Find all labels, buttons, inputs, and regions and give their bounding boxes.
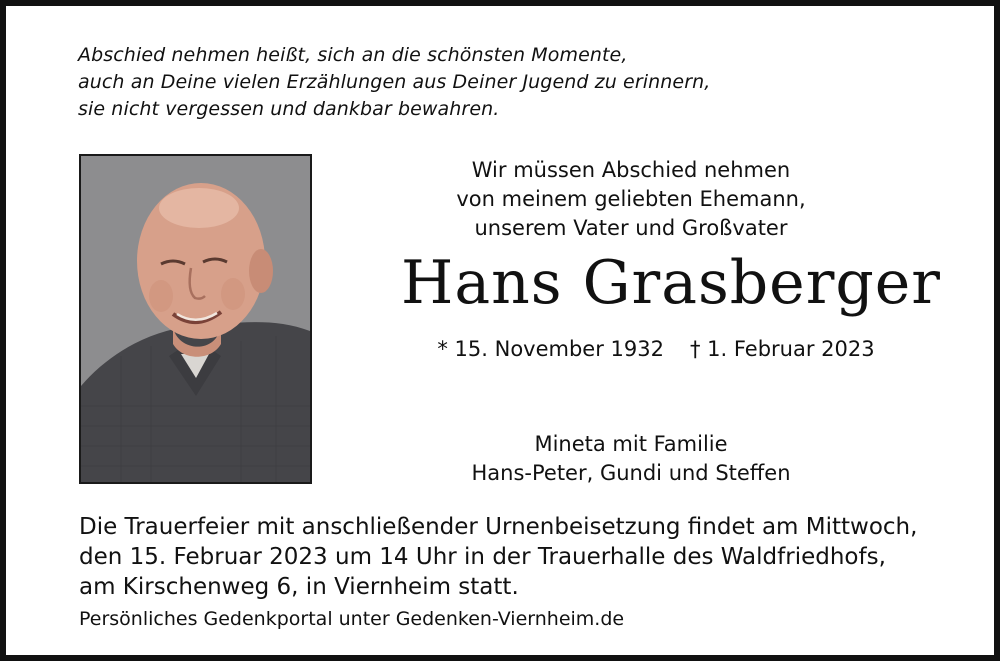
memorial-portal-note: Persönliches Gedenkportal unter Gedenken-Viernheim.de [79, 608, 625, 630]
service-line: Die Trauerfeier mit anschließender Urnenbeisetzung findet am Mittwoch, [79, 514, 918, 540]
mourners-block [421, 430, 841, 488]
life-dates [401, 334, 911, 364]
birth-date: * 15. November 1932 [437, 337, 664, 361]
deceased-name: Hans Grasberger [401, 248, 941, 318]
death-date: † 1. Februar 2023 [689, 337, 875, 361]
intro-line: von meinem geliebten Ehemann, [456, 187, 806, 211]
memorial-quote [78, 42, 710, 123]
quote-line: Abschied nehmen heißt, sich an die schönsten Momente, [78, 44, 628, 66]
funeral-service-info [79, 512, 917, 602]
service-line: den 15. Februar 2023 um 14 Uhr in der Trauerhalle des Waldfriedhofs, [79, 544, 886, 570]
portrait-photo [79, 154, 312, 484]
quote-line: auch an Deine vielen Erzählungen aus Deiner Jugend zu erinnern, [78, 71, 711, 93]
service-line: am Kirschenweg 6, in Viernheim statt. [79, 574, 519, 600]
intro-line: unserem Vater und Großvater [474, 216, 788, 240]
quote-line: sie nicht vergessen und dankbar bewahren. [78, 98, 500, 120]
announcement-intro [421, 156, 841, 243]
mourner-line: Hans-Peter, Gundi und Steffen [471, 461, 791, 485]
intro-line: Wir müssen Abschied nehmen [471, 158, 791, 182]
mourner-line: Mineta mit Familie [534, 432, 728, 456]
